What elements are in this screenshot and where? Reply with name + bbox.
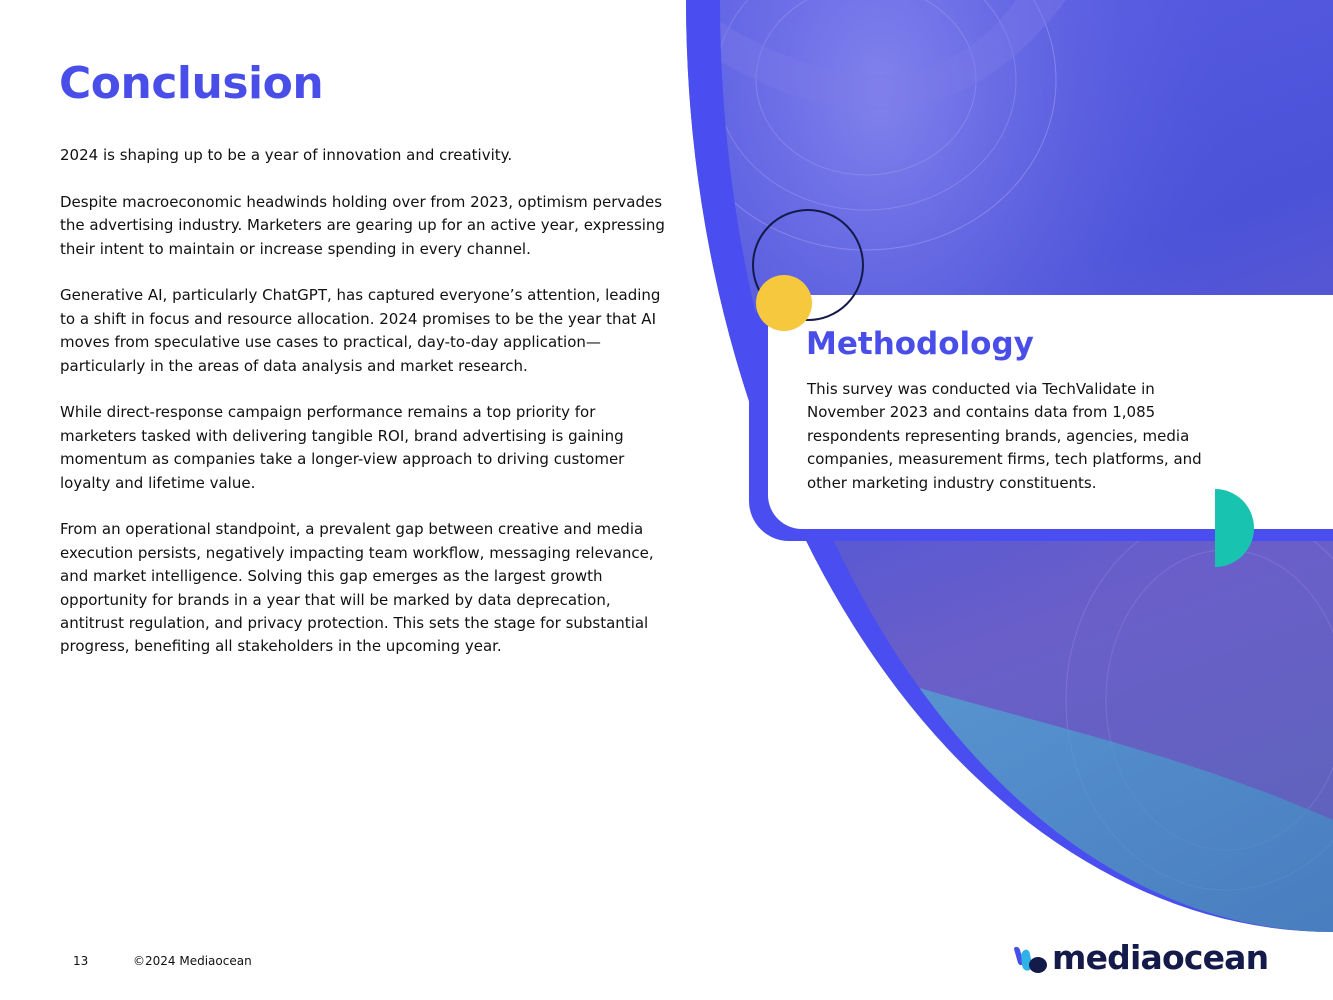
page-number: 13	[73, 954, 89, 968]
conclusion-paragraph: While direct-response campaign performance remains a top priority for marketers tasked with delivering tangible ROI, brand advertising is gaining momentum as companies take a longer-view approach to driving customer loyalty and lifetime value.	[60, 403, 625, 492]
page-title: Conclusion	[59, 58, 324, 109]
yellow-dot-icon	[756, 275, 812, 331]
methodology-title: Methodology	[806, 326, 1034, 362]
conclusion-paragraph: From an operational standpoint, a prevalent gap between creative and media execution persists, negatively impacting team workflow, messaging relevance, and market intelligence. Solving this gap emerges as the largest growth opportunity for brands in a year that will be marked by data deprecation, antitrust regulation, and privacy protection. This sets the stage for substantial progress, benefiting all stakeholders in the upcoming year.	[60, 520, 654, 656]
methodology-text: This survey was conducted via TechValidate in November 2023 and contains data from 1,085 respondents representing brands, agencies, media companies, measurement firms, tech platforms, and other marketing industry constituents.	[807, 380, 1202, 492]
conclusion-paragraph: Despite macroeconomic headwinds holding over from 2023, optimism pervades the advertising industry. Marketers are gearing up for an active year, expressing their intent to maintain or increase spending in every channel.	[60, 192, 665, 258]
conclusion-paragraph: Generative AI, particularly ChatGPT, has captured everyone’s attention, leading to a shift in focus and resource allocation. 2024 promises to be the year that AI moves from speculative use cases to practical, day-to-day application—particularly in the areas of data analysis and market research.	[60, 286, 661, 375]
conclusion-body	[60, 144, 670, 682]
mediaocean-logo-icon	[1012, 945, 1048, 975]
mediaocean-logo: mediaocean	[1052, 938, 1269, 977]
conclusion-paragraph: 2024 is shaping up to be a year of innovation and creativity.	[60, 146, 513, 164]
copyright: ©2024 Mediaocean	[133, 954, 252, 968]
